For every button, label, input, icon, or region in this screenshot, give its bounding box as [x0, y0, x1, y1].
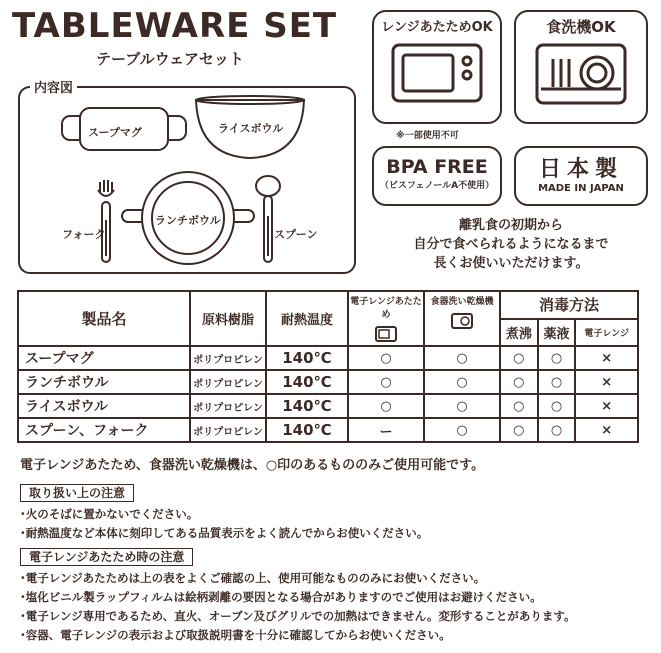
handling-line: ･火のそばに置かないでください。	[20, 507, 199, 521]
contents-label: 内容図	[30, 77, 77, 96]
dishwasher-small-icon	[451, 313, 473, 329]
header-chemical: 薬液	[538, 319, 576, 347]
dishwasher-ok-title: 食洗機OK	[546, 18, 616, 36]
microwave-notes-label: 電子レンジあたため時の注意	[20, 548, 193, 566]
row-heat: 140℃	[266, 394, 348, 418]
item-label-spoon: スプーン	[274, 228, 318, 241]
microwave-ok-badge	[372, 10, 502, 124]
row-chemical: ○	[538, 394, 576, 418]
bpa-free-title: BPA FREE	[386, 156, 488, 178]
made-in-japan-badge	[514, 146, 648, 206]
row-microwave: ○	[348, 394, 424, 418]
item-label-soup-mug: スープマグ	[88, 126, 142, 139]
microwave-note-line: ･容器、電子レンジの表示および取扱説明書を十分に確認してからお使いください。	[20, 628, 451, 642]
row-boil: ○	[500, 394, 538, 418]
table-row	[18, 346, 638, 370]
row-mw-disinfect: ×	[575, 346, 638, 370]
row-microwave: ー	[348, 418, 424, 442]
header-dishwasher-label: 食器洗い乾燥機	[430, 297, 494, 307]
row-material: ポリプロピレン	[190, 394, 266, 418]
usage-message-line1: 離乳食の初期から	[458, 218, 563, 233]
row-chemical: ○	[538, 370, 576, 394]
handling-label: 取り扱い上の注意	[20, 484, 134, 502]
tableware-illustration	[18, 86, 356, 274]
row-heat: 140℃	[266, 346, 348, 370]
row-boil: ○	[500, 418, 538, 442]
table-row	[18, 418, 638, 442]
microwave-note-line: ･電子レンジあたためは上の表をよくご確認の上、使用可能なもののみにお使いください。	[20, 571, 486, 585]
header-product: 製品名	[18, 291, 190, 346]
microwave-notes-section	[20, 546, 575, 645]
usage-statement: 電子レンジあたため、食器洗い乾燥機は、○印のあるもののみご使用可能です。	[20, 458, 485, 473]
page-subtitle: テーブルウェアセット	[96, 50, 244, 68]
row-dishwasher: ○	[424, 346, 500, 370]
usage-message-line3: 長くお使いいただけます。	[433, 256, 589, 271]
dishwasher-ok-badge	[514, 10, 648, 124]
handling-section	[20, 482, 428, 543]
header-microwave-label: 電子レンジあたため	[350, 297, 422, 320]
header-dishwasher	[424, 291, 500, 346]
microwave-icon	[387, 39, 487, 109]
row-chemical: ○	[538, 346, 576, 370]
page-title: TABLEWARE SET	[12, 6, 338, 46]
row-dishwasher: ○	[424, 394, 500, 418]
item-label-lunch-bowl: ランチボウル	[155, 214, 221, 227]
bpa-free-badge	[372, 146, 502, 206]
bpa-free-sub: （ビスフェノールA不使用）	[379, 181, 495, 191]
table-row	[18, 370, 638, 394]
item-label-fork: フォーク	[62, 228, 106, 241]
row-name: スープマグ	[18, 346, 190, 370]
spec-table	[17, 290, 639, 443]
row-material: ポリプロピレン	[190, 346, 266, 370]
row-boil: ○	[500, 346, 538, 370]
row-heat: 140℃	[266, 418, 348, 442]
dishwasher-icon	[531, 39, 631, 109]
item-label-rice-bowl: ライスボウル	[218, 122, 284, 135]
header-disinfect: 消毒方法	[500, 291, 638, 319]
row-chemical: ○	[538, 418, 576, 442]
row-name: ライスボウル	[18, 394, 190, 418]
microwave-ok-title: レンジあたためOK	[381, 20, 493, 35]
table-row	[18, 394, 638, 418]
row-microwave: ○	[348, 370, 424, 394]
spoon-icon	[256, 176, 280, 262]
usage-message	[372, 216, 650, 273]
header-microwave-disinfect: 電子レンジ	[575, 319, 638, 347]
row-name: ランチボウル	[18, 370, 190, 394]
header-heat: 耐熱温度	[266, 291, 348, 346]
row-mw-disinfect: ×	[575, 370, 638, 394]
row-mw-disinfect: ×	[575, 394, 638, 418]
handling-line: ･耐熱温度など本体に刻印してある品質表示をよく読んでからお使いください。	[20, 526, 429, 540]
header-material: 原料樹脂	[190, 291, 266, 346]
row-dishwasher: ○	[424, 418, 500, 442]
made-in-japan-sub: MADE IN JAPAN	[538, 183, 624, 194]
usage-message-line2: 自分で食べられるようになるまで	[413, 237, 609, 252]
made-in-japan-title: 日本製	[538, 157, 623, 182]
row-name: スプーン、フォーク	[18, 418, 190, 442]
row-boil: ○	[500, 370, 538, 394]
row-dishwasher: ○	[424, 370, 500, 394]
microwave-partial-note: ※一部使用不可	[396, 131, 459, 141]
row-heat: 140℃	[266, 370, 348, 394]
microwave-small-icon	[375, 326, 397, 342]
row-material: ポリプロピレン	[190, 370, 266, 394]
header-boil: 煮沸	[500, 319, 538, 347]
microwave-note-line: ･電子レンジ専用であるため、直火、オーブン及びグリルでの加熱はできません。変形することがあります。	[20, 609, 576, 623]
microwave-note-line: ･塩化ビニル製ラップフィルムは絵柄剥離の要因となる場合がありますのでご使用はお避けください。	[20, 590, 542, 604]
header-microwave	[348, 291, 424, 346]
row-mw-disinfect: ×	[575, 418, 638, 442]
row-material: ポリプロピレン	[190, 418, 266, 442]
fork-icon	[98, 180, 114, 262]
row-microwave: ○	[348, 346, 424, 370]
